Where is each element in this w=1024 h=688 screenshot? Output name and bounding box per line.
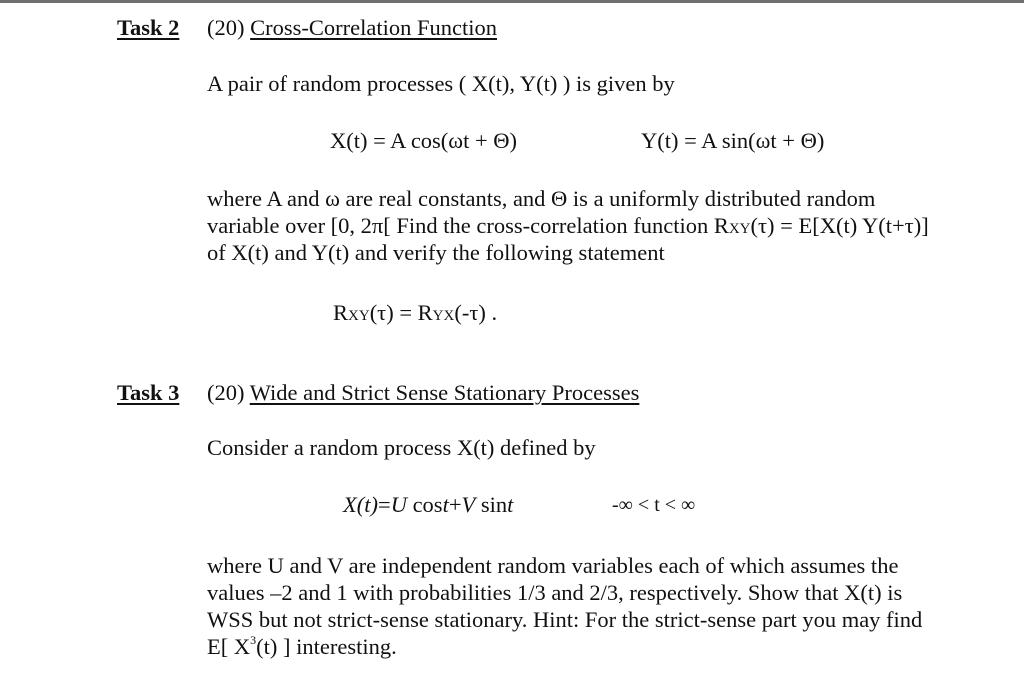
- task2-desc-line-3: of X(t) and Y(t) and verify the following statement: [207, 240, 665, 265]
- task3-description: [207, 552, 997, 660]
- task2-title: Cross-Correlation Function: [250, 15, 497, 40]
- task3-desc-superscript: 3: [250, 633, 257, 647]
- task3-eq-t1: t: [442, 492, 449, 517]
- task2-points: (20): [207, 15, 245, 40]
- task3-desc-line-3: WSS but not strict-sense stationary. Hint: For the strict-sense part you may find: [207, 607, 923, 632]
- task3-eq-plus: +: [448, 492, 462, 517]
- task2-intro: A pair of random processes ( X(t), Y(t) ) is given by: [207, 71, 675, 96]
- task3-eq-lhs: X(t): [343, 492, 378, 517]
- task2-desc-line-2: [207, 212, 997, 239]
- task3-eq-v: V: [461, 492, 476, 517]
- task2-label: Task 2: [117, 15, 180, 40]
- task3-desc-line-4: [207, 633, 997, 660]
- task2-header: [117, 14, 179, 42]
- task2-stmt-end: (-τ) .: [454, 300, 498, 325]
- task2-heading: [207, 14, 497, 42]
- task3-desc-line-4a: E[ X: [207, 634, 251, 659]
- task2-desc-line-2b: (τ) = E[X(t) Y(t+τ)]: [750, 213, 929, 238]
- task2-desc-line-2a: variable over [0, 2π[ Find the cross-correlation function R: [207, 213, 729, 238]
- task3-desc-line-2: values –2 and 1 with probabilities 1/3 and 2/3, respectively. Show that X(t) is: [207, 580, 903, 605]
- task3-eq-sin: sin: [475, 492, 508, 517]
- task3-equation: [343, 491, 513, 519]
- task2-statement: [333, 299, 497, 327]
- task3-header: [117, 379, 179, 407]
- task3-label: Task 3: [117, 380, 180, 405]
- top-border-line: [0, 0, 1024, 3]
- task3-desc-line-1: where U and V are independent random variables each of which assumes the: [207, 553, 899, 578]
- task2-equation-y: Y(t) = A sin(ωt + Θ): [641, 128, 825, 153]
- task3-range: -∞ < t < ∞: [612, 494, 696, 516]
- task2-stmt-mid: (τ) = R: [369, 300, 433, 325]
- task2-description: [207, 185, 997, 266]
- task3-eq-cos: cos: [406, 492, 443, 517]
- task3-eq-equals: =: [377, 492, 391, 517]
- task2-stmt-sub1: XY: [348, 308, 370, 324]
- task3-intro: Consider a random process X(t) defined by: [207, 435, 596, 460]
- task2-desc-subscript: XY: [728, 221, 751, 237]
- task3-eq-t2: t: [507, 492, 514, 517]
- task2-equation-x: X(t) = A cos(ωt + Θ): [330, 128, 518, 153]
- task2-desc-line-1: where A and ω are real constants, and Θ is a uniformly distributed random: [207, 186, 876, 211]
- task3-heading: [207, 379, 639, 407]
- task2-stmt-r1: R: [333, 300, 349, 325]
- task3-eq-u: U: [390, 492, 407, 517]
- task3-title: Wide and Strict Sense Stationary Processes: [249, 380, 640, 405]
- task3-points: (20): [207, 380, 245, 405]
- task3-desc-line-4b: (t) ] interesting.: [256, 634, 397, 659]
- task2-stmt-sub2: YX: [432, 308, 455, 324]
